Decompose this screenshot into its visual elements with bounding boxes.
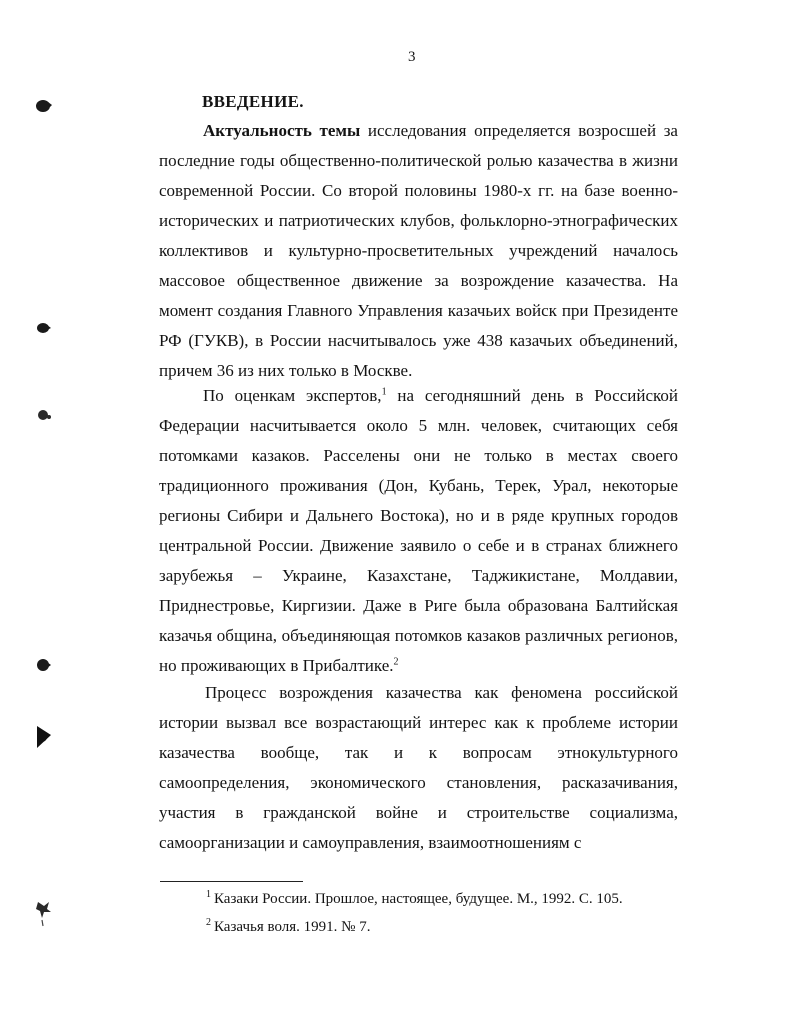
punch-hole-mark [34,318,54,338]
footnote-number: 2 [206,917,211,928]
paragraph-text: Процесс возрождения казачества как феномена российской истории вызвал все возрастающий интерес как к проблеме истории казачества вообще, так и к вопросам этнокультурного самоопределения, экономического становления, расказачивания, участия в гражданской войне и строительстве социализма, самоорганизации и самоуправления, взаимоотношениям с [159,683,678,852]
paragraph-experts [159,381,678,681]
punch-hole-mark [34,898,56,928]
punch-hole-mark [34,96,54,116]
paragraph-text-after: на сегодняшний день в Российской Федерации насчитывается около 5 млн. человек, считающих себя потомками казаков. Расселены они не только в местах своего традиционного проживания (Дон, Кубань, Терек, Урал, некоторые регионы Сибири и Дальнего Востока), но и в ряде крупных городов центральной России. Движение заявило о себе и в странах ближнего зарубежья – Украине, Казахстане, Таджикистане, Молдавии, Приднестровье, Киргизии. Даже в Риге была образована Балтийская казачья община, объединяющая потомков казаков различных регионов, но проживающих в Прибалтике. [159,386,678,675]
footnote-ref-2[interactable]: 2 [393,656,399,668]
footnote-number: 1 [206,889,211,900]
footnote-1 [206,890,623,908]
page-number: 3 [408,49,416,65]
section-heading: ВВЕДЕНИЕ. [202,92,304,111]
punch-hole-mark [34,655,54,675]
footnote-separator [160,881,303,882]
paragraph-text-before: По оценкам экспертов, [203,386,382,405]
footnote-text: Казачья воля. 1991. № 7. [214,919,371,935]
paragraph-text: исследования определяется возросшей за последние годы общественно-политической ролью казачества в жизни современной России. Со второй половины 1980-х гг. на базе военно-исторических и патриотических клубов, фольклорно-этнографических коллективов и культурно-просветительных учреждений началось массовое общественное движение за возрождение казачества. На момент создания Главного Управления казачьих войск при Президенте РФ (ГУКВ), в России насчитывалось уже 438 казачьих объединений, причем 36 из них только в Москве. [159,121,678,380]
punch-hole-mark [34,405,54,425]
punch-hole-mark [34,724,56,750]
footnote-text: Казаки России. Прошлое, настоящее, будущее. М., 1992. С. 105. [214,891,623,907]
paragraph-relevance [159,116,678,386]
footnote-ref-1[interactable]: 1 [381,386,387,398]
paragraph-lead-bold: Актуальность темы [203,121,361,140]
footnote-2 [206,918,370,936]
paragraph-revival-process [159,678,678,858]
